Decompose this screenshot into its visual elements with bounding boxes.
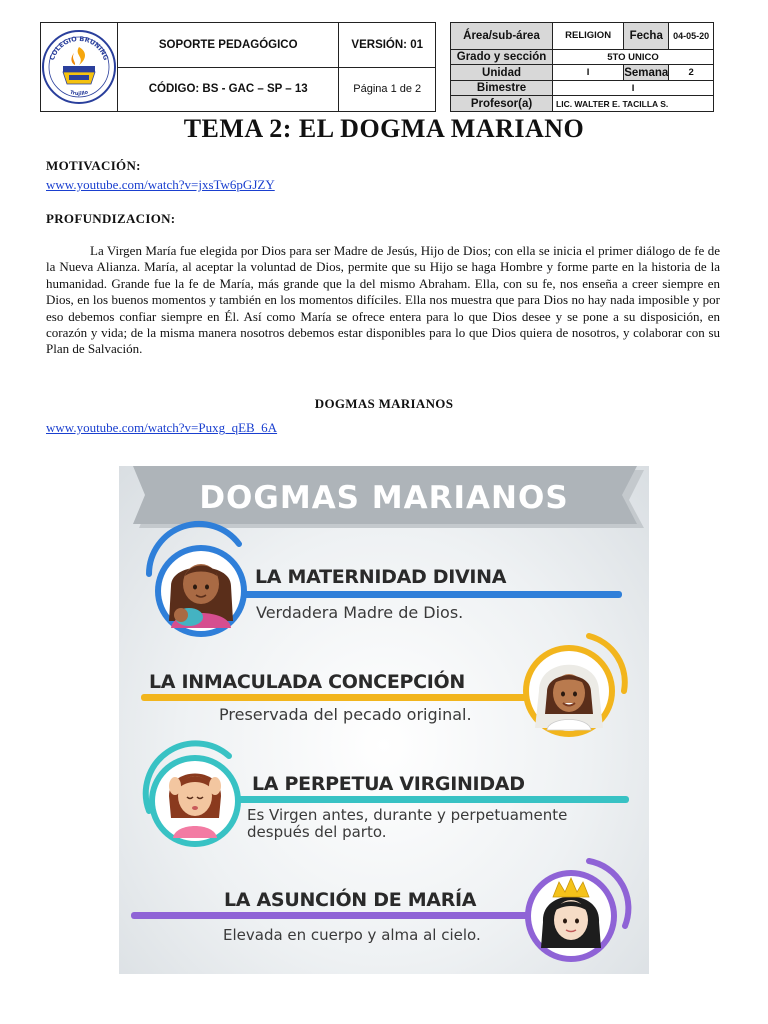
fecha-value: 04-05-20 bbox=[669, 23, 714, 50]
gold-bar bbox=[141, 694, 561, 701]
dogma-2-title: LA INMACULADA CONCEPCIÓN bbox=[149, 671, 465, 693]
dogma-3-subtitle-line1: Es Virgen antes, durante y perpetuamente bbox=[247, 806, 568, 824]
dogmas-heading: DOGMAS MARIANOS bbox=[314, 396, 454, 411]
blue-bar bbox=[237, 591, 622, 598]
dogma-3-title: LA PERPETUA VIRGINIDAD bbox=[252, 773, 525, 795]
profundizacion-heading: PROFUNDIZACION: bbox=[46, 211, 176, 226]
dogma-4-subtitle: Elevada en cuerpo y alma al cielo. bbox=[223, 926, 481, 944]
bimestre-value: I bbox=[553, 80, 714, 96]
profesor-label: Profesor(a) bbox=[451, 96, 553, 112]
fecha-label: Fecha bbox=[624, 23, 669, 50]
header-info-table bbox=[40, 22, 436, 112]
area-value: RELIGION bbox=[553, 23, 624, 50]
dogma-3-subtitle-line2: después del parto. bbox=[247, 823, 387, 841]
motivacion-video-link[interactable]: www.youtube.com/watch?v=jxsTw6pGJZY bbox=[46, 177, 275, 192]
dogma-2-subtitle: Preservada del pecado original. bbox=[219, 705, 472, 724]
page-title: TEMA 2: EL DOGMA MARIANO bbox=[183, 114, 585, 143]
grado-label: Grado y sección bbox=[451, 49, 553, 65]
school-logo-icon bbox=[41, 29, 117, 105]
soporte-cell: SOPORTE PEDAGÓGICO bbox=[118, 23, 339, 68]
purple-bar bbox=[131, 912, 551, 919]
area-label: Área/sub-área bbox=[451, 23, 553, 50]
semana-label: Semana bbox=[624, 66, 669, 79]
version-cell: VERSIÓN: 01 bbox=[339, 23, 436, 68]
dogmas-video-link[interactable]: www.youtube.com/watch?v=Puxg_qEB_6A bbox=[46, 420, 278, 435]
dogma-4-title: LA ASUNCIÓN DE MARÍA bbox=[224, 889, 477, 911]
page-number-cell: Página 1 de 2 bbox=[339, 67, 436, 112]
grado-value: 5TO UNICO bbox=[553, 49, 714, 65]
teal-bar bbox=[237, 796, 629, 803]
svg-text:COLEGIO BRUNING: COLEGIO BRUNING bbox=[48, 34, 110, 62]
motivacion-heading: MOTIVACIÓN: bbox=[46, 158, 141, 173]
semana-value: 2 bbox=[669, 65, 714, 81]
profesor-value: LIC. WALTER E. TACILLA S. bbox=[553, 96, 714, 112]
svg-text:Trujillo: Trujillo bbox=[68, 89, 90, 98]
logo-cell bbox=[41, 23, 118, 112]
codigo-cell: CÓDIGO: BS - GAC – SP – 13 bbox=[118, 67, 339, 112]
unidad-label: Unidad bbox=[451, 65, 553, 81]
dogma-1-subtitle: Verdadera Madre de Dios. bbox=[256, 603, 464, 622]
dogma-1-title: LA MATERNIDAD DIVINA bbox=[255, 566, 507, 588]
bride-emoji-icon bbox=[535, 665, 603, 730]
course-info-table bbox=[450, 22, 714, 112]
bimestre-label: Bimestre bbox=[451, 80, 553, 96]
infographic-banner-title: DOGMAS MARIANOS bbox=[199, 480, 569, 516]
profundizacion-paragraph: La Virgen María fue elegida por Dios para ser Madre de Jesús, Hijo de Dios; con ella se inicia el primer diálogo de fe de la Nueva Alianza. María, al aceptar la voluntad de Dios, permite que su Hijo se haga Hombre y forme parte en la historia de la humanidad. Grande fue la fe de María, más grande que la del mismo Abraham. Ella, con su fe, nos enseña a creer siempre en Dios, en los buenos momentos y también en los momentos difíciles. Ella nos muestra que para Dios no hay nada imposible y por eso debemos confiar siempre en Él. Así como María se ofrece entera para lo que Dios desee y se pone a su disposición, en corazón y vida; de la misma manera nosotros debemos estar disponibles para lo que Dios quiera de nosotros, y colaborar con su Plan de Salvación. bbox=[46, 243, 720, 357]
mother-child-emoji-icon bbox=[169, 564, 233, 628]
dogmas-infographic bbox=[119, 466, 649, 974]
unidad-value: I bbox=[553, 65, 624, 81]
